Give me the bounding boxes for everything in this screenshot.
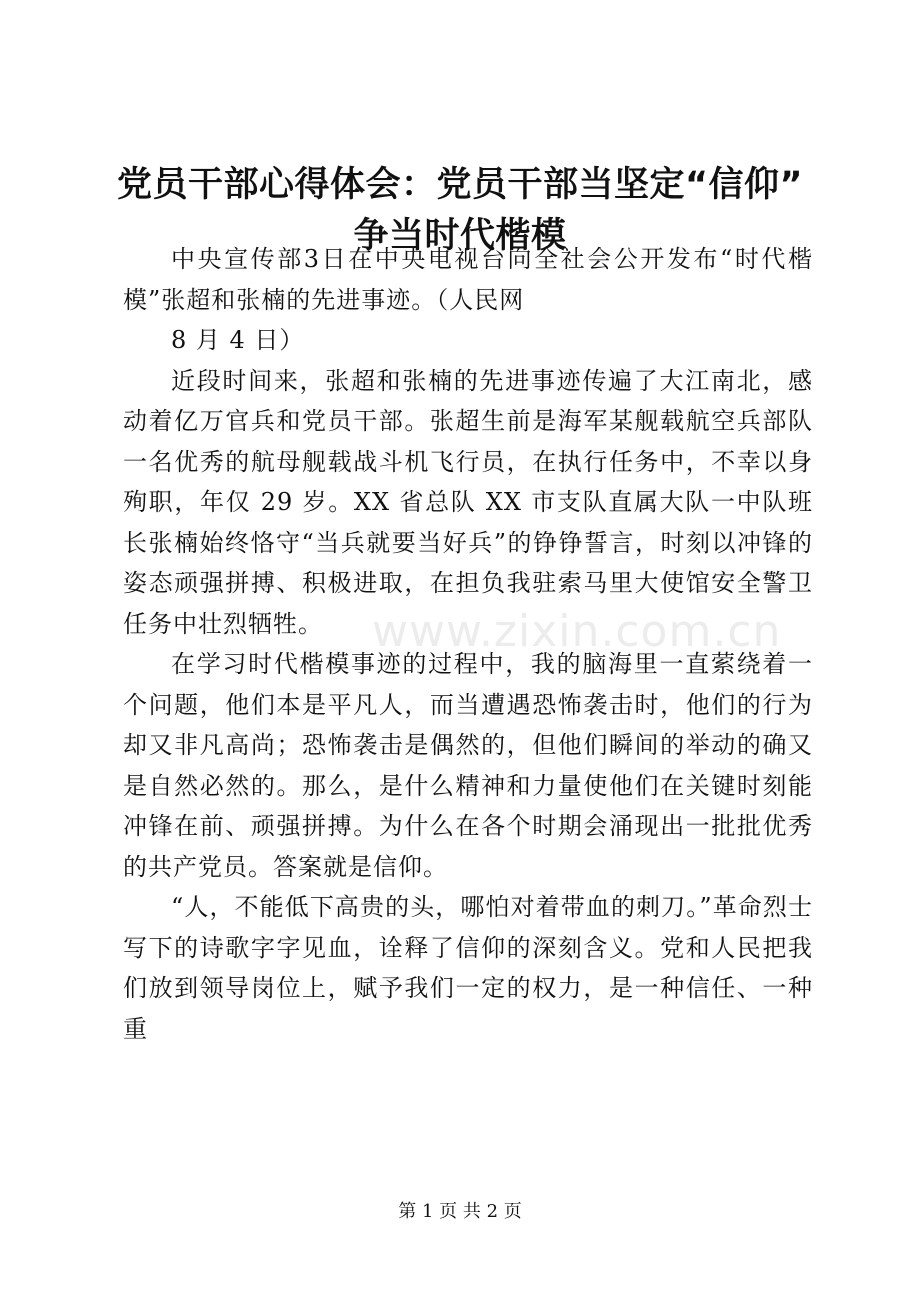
title-line-1: 党员干部心得体会：党员干部当坚定“信仰”	[116, 165, 803, 205]
paragraph-5: “人，不能低下高贵的头，哪怕对着带血的刺刀。”革命烈士写下的诗歌字字见血，诠释了信仰的深刻含义。党和人民把我们放到领导岗位上，赋予我们一定的权力，是一种信任、一种重	[123, 893, 813, 1043]
title-line-2: 争当时代楷模	[353, 216, 567, 256]
paragraph-4: 在学习时代楷模事迹的过程中，我的脑海里一直萦绕着一个问题，他们本是平凡人，而当遭遇恐怖袭击时，他们的行为却又非凡高尚；恐怖袭击是偶然的，但他们瞬间的举动的确又是自然必然的。那么，是什么精神和力量使他们在关键时刻能冲锋在前、顽强拼搏。为什么在各个时期会涌现出一批批优秀的共产党员。答案就是信仰。	[123, 650, 813, 881]
watermark: www.zixin.com.cn	[372, 606, 782, 657]
page-footer: 第 1 页 共 2 页	[398, 1201, 522, 1222]
paragraph-1: 中央宣传部3日在中央电视台向全社会公开发布“时代楷模”张超和张楠的先进事迹。（人民网	[123, 245, 813, 314]
paragraph-2: 8 月 4 日）	[171, 326, 305, 354]
paragraph-3: 近段时间来，张超和张楠的先进事迹传遍了大江南北，感动着亿万官兵和党员干部。张超生前是海军某舰载航空兵部队一名优秀的航母舰载战斗机飞行员，在执行任务中，不幸以身殉职，年仅 29 岁。XX 省总队 XX 市支队直属大队一中队班长张楠始终恪守“当兵就要当好兵”的铮铮誓言，时刻以冲锋的姿态顽强拼搏、积极进取，在担负我驻索马里大使馆安全警卫任务中壮烈牺牲。	[123, 366, 813, 638]
